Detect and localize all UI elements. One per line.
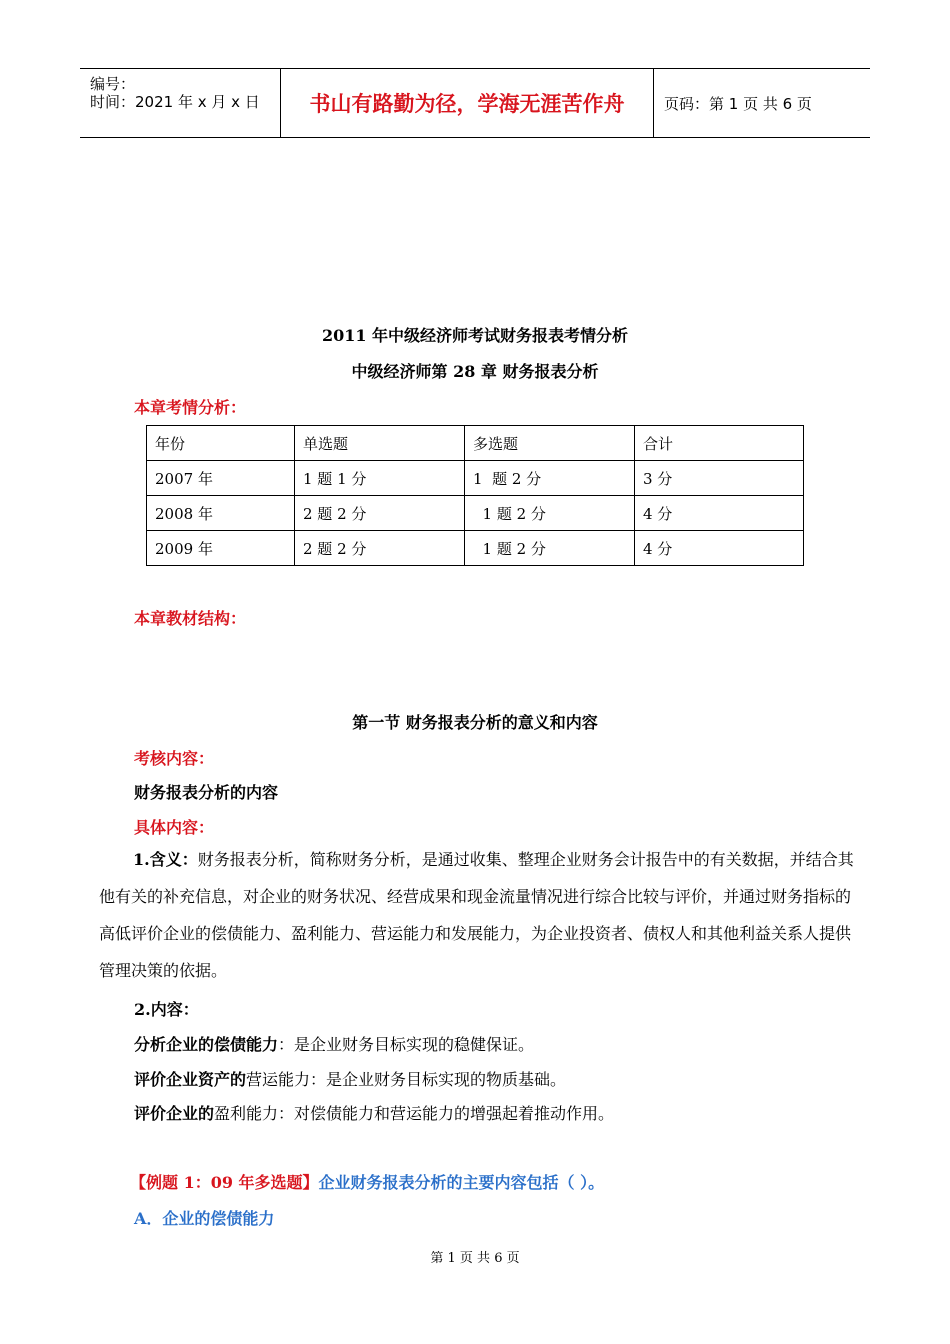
example-text: 企业财务报表分析的主要内容包括（ ）。 [318, 1173, 605, 1192]
table-row [147, 531, 804, 566]
content-item [134, 1101, 614, 1124]
header-meta-cell [80, 69, 281, 137]
time-label: 时间：2021 年 x 月 x 日 [90, 93, 260, 111]
option-a: A．企业的偿债能力 [134, 1209, 275, 1228]
content-item [134, 1032, 534, 1055]
table-cell: 4 分 [635, 496, 804, 531]
definition-text: 财务报表分析，简称财务分析，是通过收集、整理企业财务会计报告中的有关数据，并结合其他有关的补充信息，对企业的财务状况、经营成果和现金流量情况进行综合比较与评价，并通过财务指标的高低评价企业的偿债能力、盈利能力、营运能力和发展能力，为企业投资者、债权人和其他利益关系人提供管理决策的依据。 [99, 850, 854, 980]
exam-stats-table [146, 425, 804, 566]
table-cell: 1 题 2 分 [465, 461, 635, 496]
document-title: 2011 年中级经济师考试财务报表考情分析 [321, 326, 629, 345]
document-header [80, 68, 870, 138]
table-cell: 3 分 [635, 461, 804, 496]
table-cell: 1 题 1 分 [295, 461, 465, 496]
content-item [134, 1067, 566, 1090]
table-cell: 1 题 2 分 [465, 531, 635, 566]
definition-label: 1.含义： [133, 850, 198, 869]
example-tag: 【例题 1：09 年多选题】 [130, 1173, 319, 1192]
content-item-text: ：是企业财务目标实现的稳健保证。 [278, 1035, 535, 1054]
content-item-text: 盈利能力：对偿债能力和营运能力的增强起着推动作用。 [214, 1104, 615, 1123]
table-cell: 2008 年 [147, 496, 295, 531]
exam-heading: 考核内容： [134, 749, 215, 768]
content-item-bold: 分析企业的偿债能力 [134, 1035, 279, 1054]
document-subtitle: 中级经济师第 28 章 财务报表分析 [351, 362, 599, 381]
table-row [147, 461, 804, 496]
definition-paragraph [99, 841, 859, 989]
content-item-bold: 评价企业资产的 [134, 1070, 247, 1089]
content-label: 2.内容： [134, 1000, 199, 1019]
content-item-bold: 评价企业的 [134, 1104, 215, 1123]
example-question [130, 1170, 604, 1193]
table-cell: 4 分 [635, 531, 804, 566]
analysis-heading: 本章考情分析： [134, 398, 247, 417]
detail-heading: 具体内容： [134, 818, 215, 837]
table-cell: 2 题 2 分 [295, 531, 465, 566]
table-cell: 2009 年 [147, 531, 295, 566]
table-row [147, 496, 804, 531]
table-cell: 2 题 2 分 [295, 496, 465, 531]
table-header-cell: 单选题 [295, 426, 465, 461]
table-header-cell: 多选题 [465, 426, 635, 461]
table-header-cell: 合计 [635, 426, 804, 461]
header-motto: 书山有路勤为径，学海无涯苦作舟 [281, 69, 654, 137]
table-header-row [147, 426, 804, 461]
structure-heading: 本章教材结构： [134, 609, 247, 628]
exam-topic: 财务报表分析的内容 [134, 783, 279, 802]
content-item-text: 营运能力：是企业财务目标实现的物质基础。 [246, 1070, 567, 1089]
section-title: 第一节 财务报表分析的意义和内容 [352, 713, 598, 732]
number-label: 编号： [90, 75, 136, 93]
table-cell: 2007 年 [147, 461, 295, 496]
header-page-label: 页码：第 1 页 共 6 页 [664, 94, 812, 113]
table-header-cell: 年份 [147, 426, 295, 461]
page-footer: 第 1 页 共 6 页 [430, 1251, 520, 1266]
table-cell: 1 题 2 分 [465, 496, 635, 531]
